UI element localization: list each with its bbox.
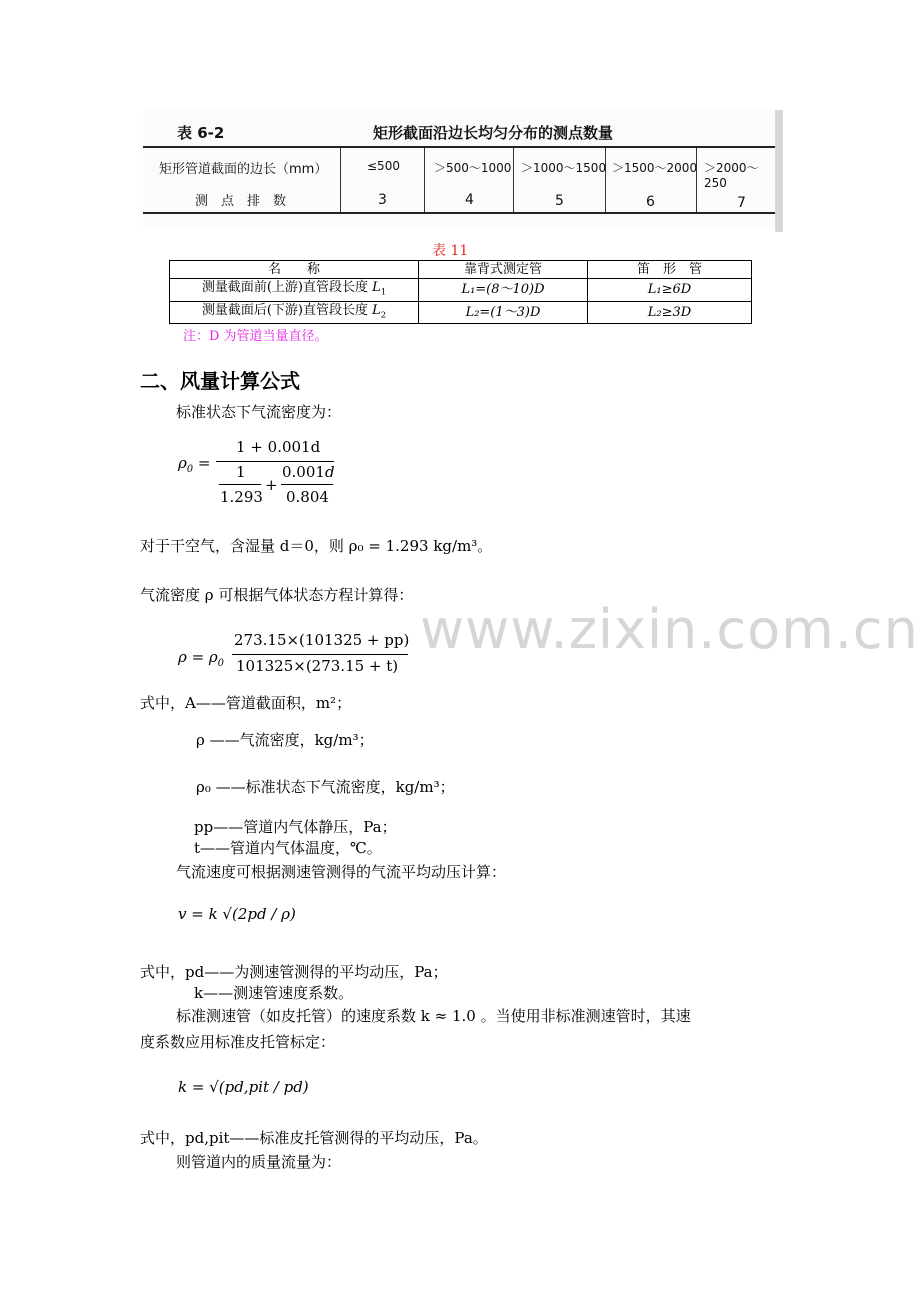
scan-edge (775, 110, 783, 232)
table-6-2-count: 6 (646, 194, 655, 210)
table-cell: L₁=(8～10)D (419, 279, 588, 302)
row-symbol: L (372, 302, 381, 318)
formula-den-den1: 1.293 (220, 488, 263, 506)
watermark: www.zixin.com.cn (420, 598, 919, 661)
table-row (170, 301, 752, 324)
table-6-2-divider (424, 148, 425, 212)
table-6-2-count: 4 (465, 192, 474, 208)
std-tube-line2: 度系数应用标准皮托管标定： (140, 1033, 336, 1051)
density-intro: 气流密度 ρ 可根据气体状态方程计算得： (140, 586, 414, 604)
mass-flow-intro: 则管道内的质量流量为： (176, 1153, 342, 1171)
where-pp: pp——管道内气体静压，Pa； (194, 818, 397, 836)
section-title: 二、风量计算公式 (140, 369, 300, 393)
where-pdpit: 式中，pd,pit——标准皮托管测得的平均动压，Pa。 (140, 1129, 488, 1147)
formula-denominator: 101325×(273.15 + t) (236, 657, 399, 675)
formula-den-num1: 1 (236, 463, 246, 481)
row-name: 测量截面前(上游)直管段长度 (201, 280, 368, 295)
table-header-cell: 笛 形 管 (588, 261, 752, 279)
where-rho: ρ ——气流密度，kg/m³； (196, 731, 374, 749)
table-6-2-divider (513, 148, 514, 212)
row-symbol-sub: 1 (380, 286, 387, 297)
row-symbol-sub: 2 (380, 309, 387, 320)
table-row (170, 279, 752, 302)
where-t: t——管道内气体温度，℃。 (194, 839, 382, 857)
table-11-note: 注：D 为管道当量直径。 (183, 329, 328, 344)
dry-air-text: 对于干空气，含湿量 d＝0，则 ρ₀ = 1.293 kg/m³。 (140, 537, 493, 555)
table-6-2-caption: 表 6-2 (177, 124, 225, 142)
table-6-2-count: 7 (737, 195, 746, 211)
table-6-2-title: 矩形截面沿边长均匀分布的测点数量 (373, 124, 614, 142)
table-6-2-bottom-rule (143, 212, 781, 214)
formula-numerator: 273.15×(101325 + pp) (234, 631, 410, 649)
table-6-2-row1-label: 矩形管道截面的边长（mm） (159, 162, 328, 177)
formula-den-num2: 0.001d (282, 463, 335, 481)
row-name: 测量截面后(下游)直管段长度 (201, 302, 368, 318)
formula-velocity: v = k √(2pd / ρ) (178, 905, 296, 923)
formula-lhs: $\rho = \rho_0$ (178, 648, 224, 669)
where-rho0: ρ₀ ——标准状态下气流密度，kg/m³； (196, 778, 455, 796)
table-6-2-col: ≤500 (367, 159, 400, 173)
table-11 (169, 260, 752, 324)
velocity-intro: 气流速度可根据测速管测得的气流平均动压计算： (176, 863, 507, 881)
table-6-2-divider (696, 148, 697, 212)
std-tube-line1: 标准测速管（如皮托管）的速度系数 k ≈ 1.0 。当使用非标准测速管时，其速 (176, 1007, 691, 1025)
where-pd: 式中，pd——为测速管测得的平均动压，Pa； (140, 963, 448, 981)
table-header-cell: 名 称 (170, 261, 419, 279)
table-cell (170, 279, 419, 302)
table-6-2-top-rule (143, 146, 781, 148)
table-6-2-divider (340, 148, 341, 212)
table-cell (170, 301, 419, 324)
formula-numerator: 1 + 0.001d (236, 438, 321, 456)
table-6-2-col: ＞2000～250 (704, 161, 759, 190)
table-row (170, 261, 752, 279)
fraction-bar (219, 484, 261, 485)
table-6-2-col: ＞1500～2000 (612, 161, 698, 175)
fraction-bar (232, 654, 408, 655)
table-cell: L₂≥3D (588, 301, 752, 324)
where-A: 式中，A——管道截面积，m²； (140, 694, 352, 712)
table-cell: L₂=(1～3)D (419, 301, 588, 324)
formula-k: k = √(pd,pit / pd) (178, 1078, 309, 1096)
formula-lhs: $\rho_0$ = (178, 454, 211, 475)
table-6-2-row2-label: 测 点 排 数 (195, 194, 287, 209)
table-6-2-count: 5 (555, 193, 564, 209)
formula-plus: + (265, 476, 278, 494)
fraction-bar (281, 484, 333, 485)
table-6-2-divider (605, 148, 606, 212)
std-density-intro: 标准状态下气流密度为： (176, 403, 342, 421)
row-symbol: L (372, 280, 381, 295)
where-k: k——测速管速度系数。 (194, 984, 354, 1002)
table-6-2-col: ＞500～1000 (434, 161, 512, 175)
table-header-cell: 靠背式测定管 (419, 261, 588, 279)
formula-den-den2: 0.804 (286, 488, 329, 506)
table-cell: L₁≥6D (588, 279, 752, 302)
table-6-2-col: ＞1000～1500 (521, 161, 607, 175)
table-11-caption: 表 11 (432, 243, 469, 259)
table-6-2-scan (143, 110, 781, 228)
table-6-2-count: 3 (378, 192, 387, 208)
